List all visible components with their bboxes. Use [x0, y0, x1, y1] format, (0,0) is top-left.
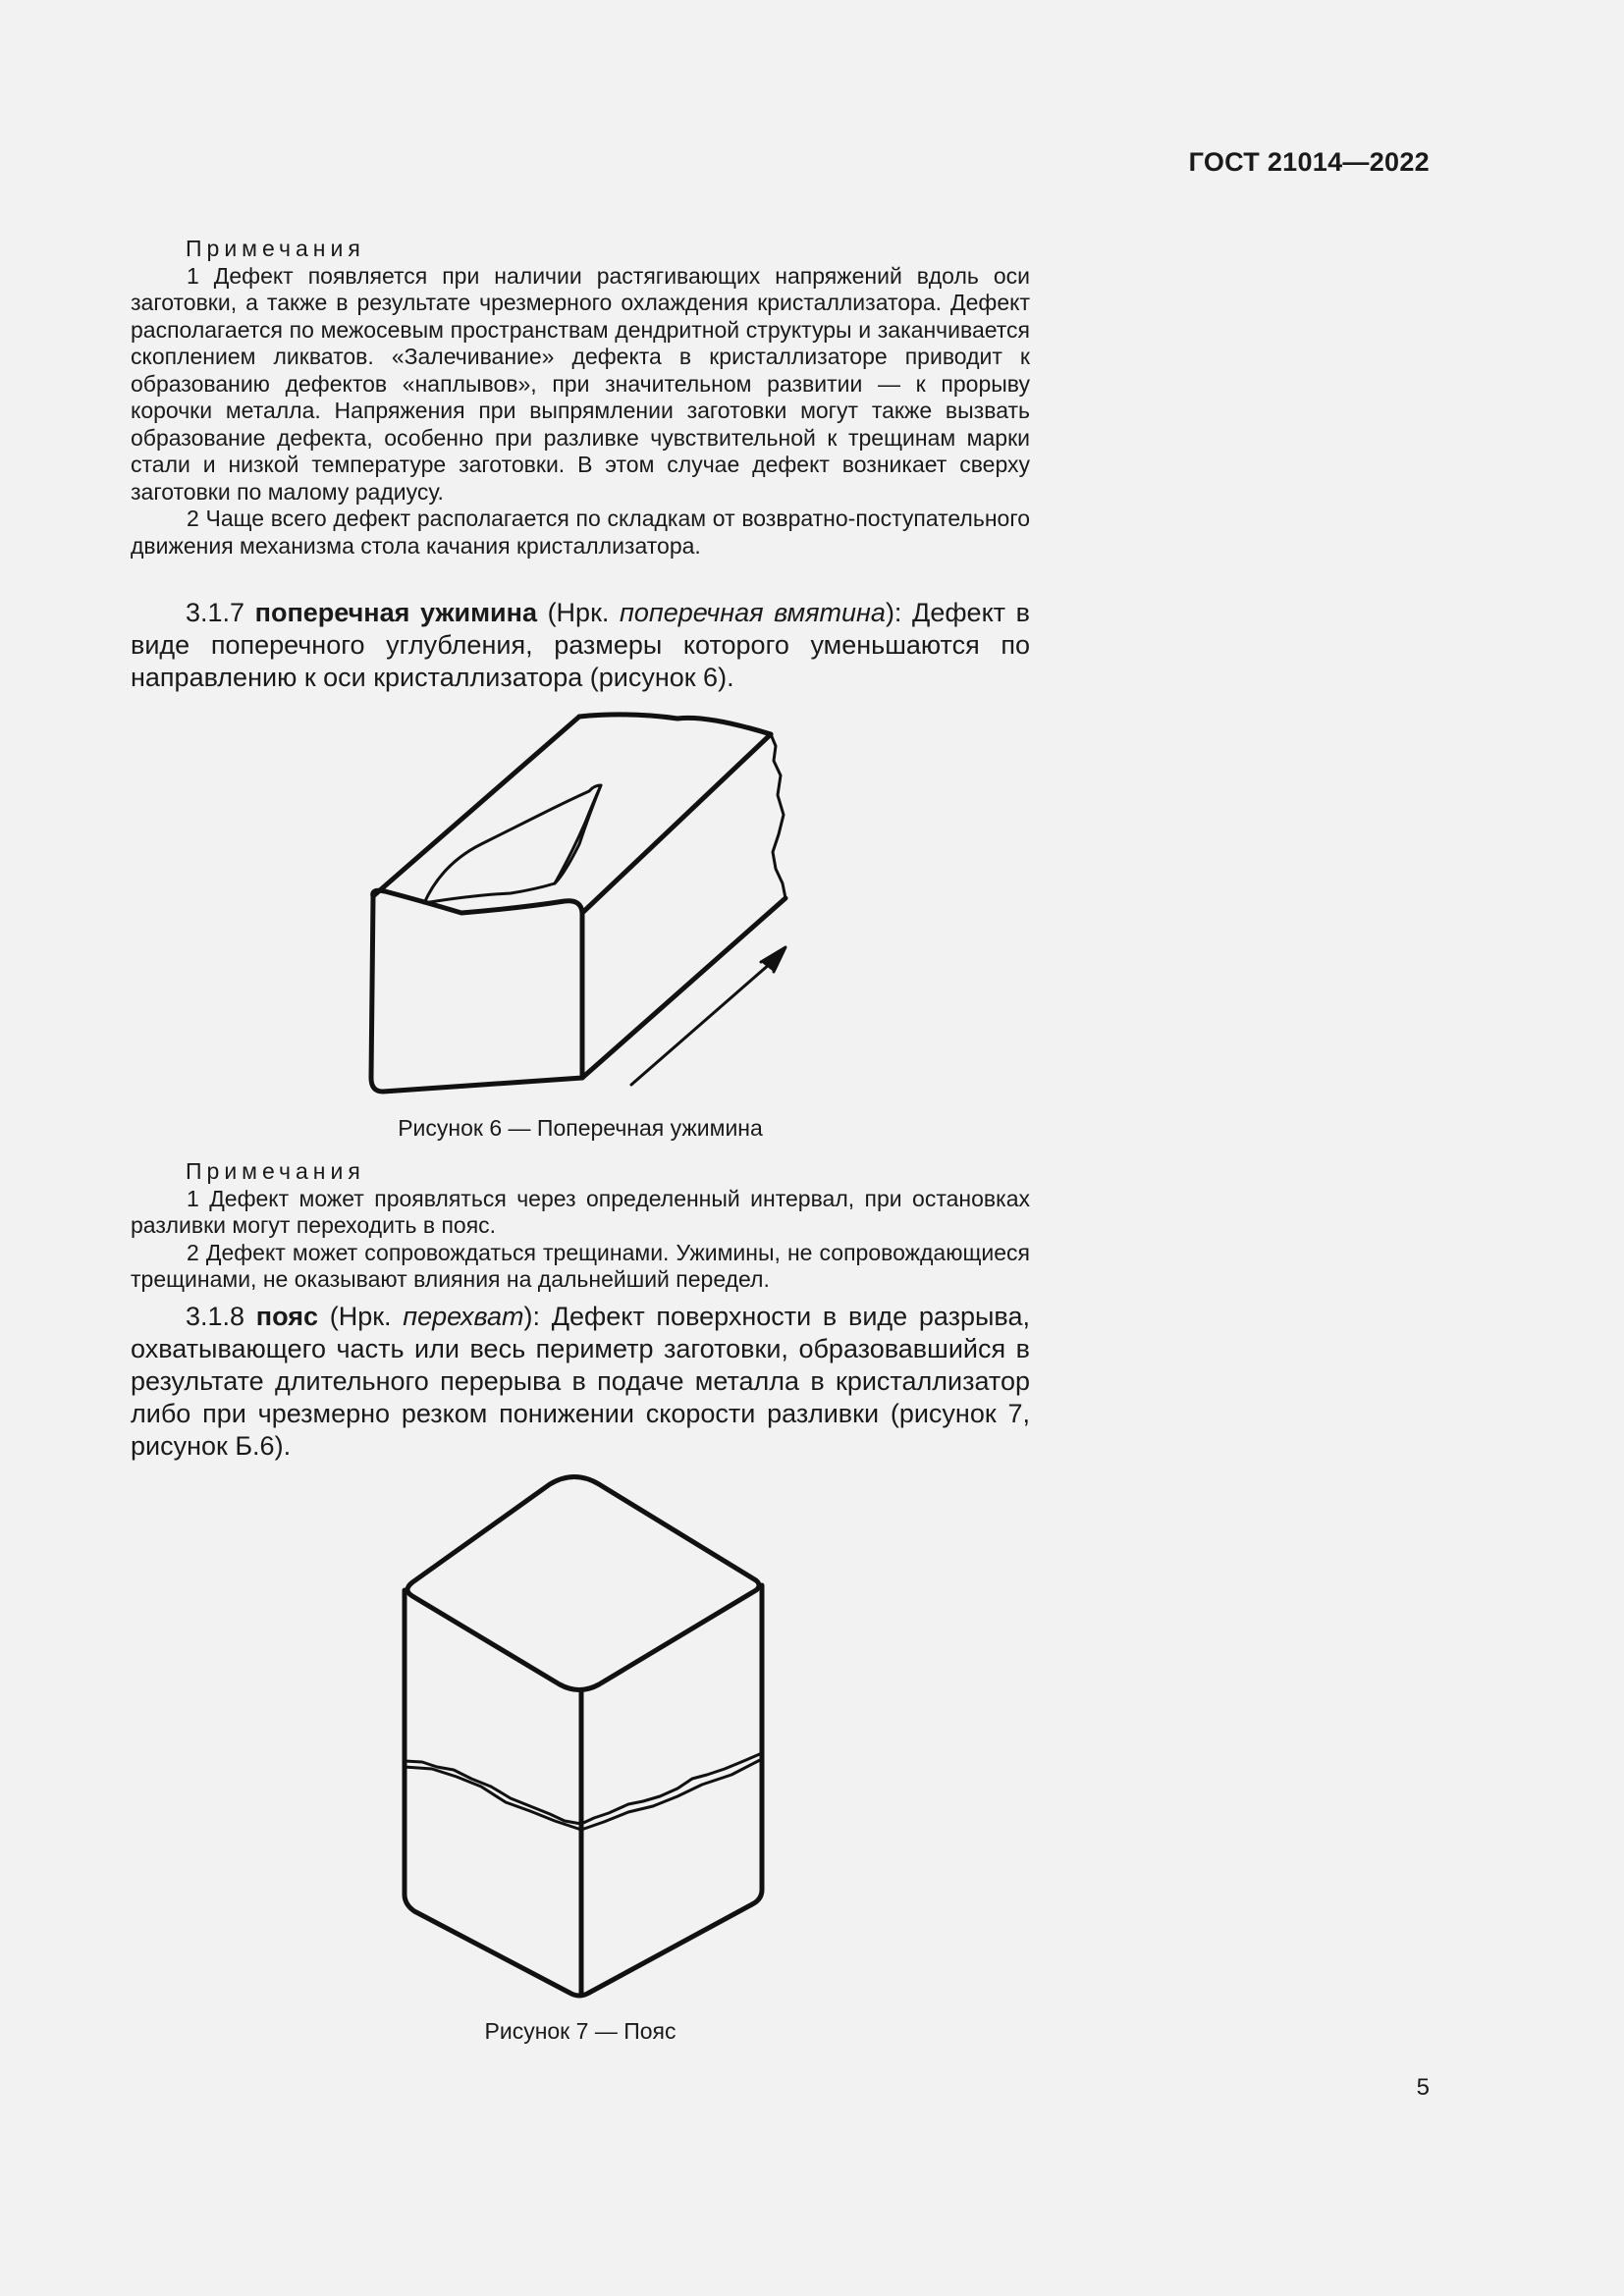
term-number: 3.1.7: [186, 598, 245, 627]
bottom-right-edge: [582, 898, 785, 1078]
figure-7-drawing: [0, 1423, 1624, 2032]
figure-6-caption: Рисунок 6 — Поперечная ужимина: [398, 1115, 763, 1141]
note-item: 2 Дефект может сопровождаться трещинами. Ужимины, не сопровождающиеся трещинами, не оказывают влияния на дальнейший передел.: [131, 1239, 1030, 1292]
notes-block-2: [131, 1158, 1030, 1294]
top-left-edge: [373, 717, 579, 896]
note-item: 1 Дефект может проявляться через определенный интервал, при остановках разливки могут переходить в пояс.: [131, 1185, 1030, 1238]
top-right-edge: [582, 734, 771, 913]
non-recommended-term: поперечная вмятина: [619, 598, 886, 627]
term-name: пояс: [255, 1302, 318, 1331]
broken-end: [771, 734, 785, 898]
left-edge: [405, 1590, 589, 1996]
term-name: поперечная ужимина: [254, 598, 537, 627]
notes-heading: Примечания: [186, 236, 365, 261]
notes-heading: Примечания: [186, 1158, 365, 1184]
page-number: 5: [1416, 2074, 1430, 2101]
term-definition: Дефект поверхности в виде разрыва, охватывающего часть или весь периметр заготовки, образовавшийся в результате длительного перерыва в подаче металла в кристаллизатор либо при чрезмерно резком понижении скорости разливки (рисунок 7, рисунок Б.6).: [131, 1302, 1030, 1461]
front-face: [371, 890, 582, 1092]
non-recommended-term: перехват: [403, 1302, 524, 1331]
figure-7-caption: Рисунок 7 — Пояс: [484, 2018, 677, 2044]
depression-inner: [555, 785, 601, 883]
paren-close: ):: [885, 598, 913, 627]
top-face: [407, 1477, 759, 1690]
paren-open: (Нрк.: [536, 598, 620, 627]
direction-arrow-line: [631, 957, 778, 1085]
top-back-edge: [579, 715, 771, 734]
document-code: ГОСТ 21014—2022: [1188, 147, 1430, 177]
note-item: 2 Чаще всего дефект располагается по складкам от возвратно-поступательного движения механизма стола качания кристаллизатора.: [131, 506, 1030, 559]
term-definition: Дефект в виде поперечного углубления, размеры которого уменьшаются по направлению к оси кристаллизатора (рисунок 6).: [131, 598, 1030, 692]
paren-close: ):: [523, 1302, 552, 1331]
paren-open: (Нрк.: [318, 1302, 404, 1331]
term-number: 3.1.8: [186, 1302, 245, 1331]
note-item: 1 Дефект появляется при наличии растягивающих напряжений вдоль оси заготовки, а также в результате чрезмерного охлаждения кристаллизатора. Дефект располагается по межосевым пространствам дендритной структуры и заканчивается скоплением ликватов. «Залечивание» дефекта в кристаллизаторе приводит к образованию дефектов «наплывов», при значительном развитии — к прорыву корочки металла. Напряжения при выпрямлении заготовки могут также вызвать образование дефекта, особенно при разливке чувствительной к трещинам марки стали и низкой температуре заготовки. В этом случае дефект возникает сверху заготовки по малому радиусу.: [131, 262, 1030, 505]
